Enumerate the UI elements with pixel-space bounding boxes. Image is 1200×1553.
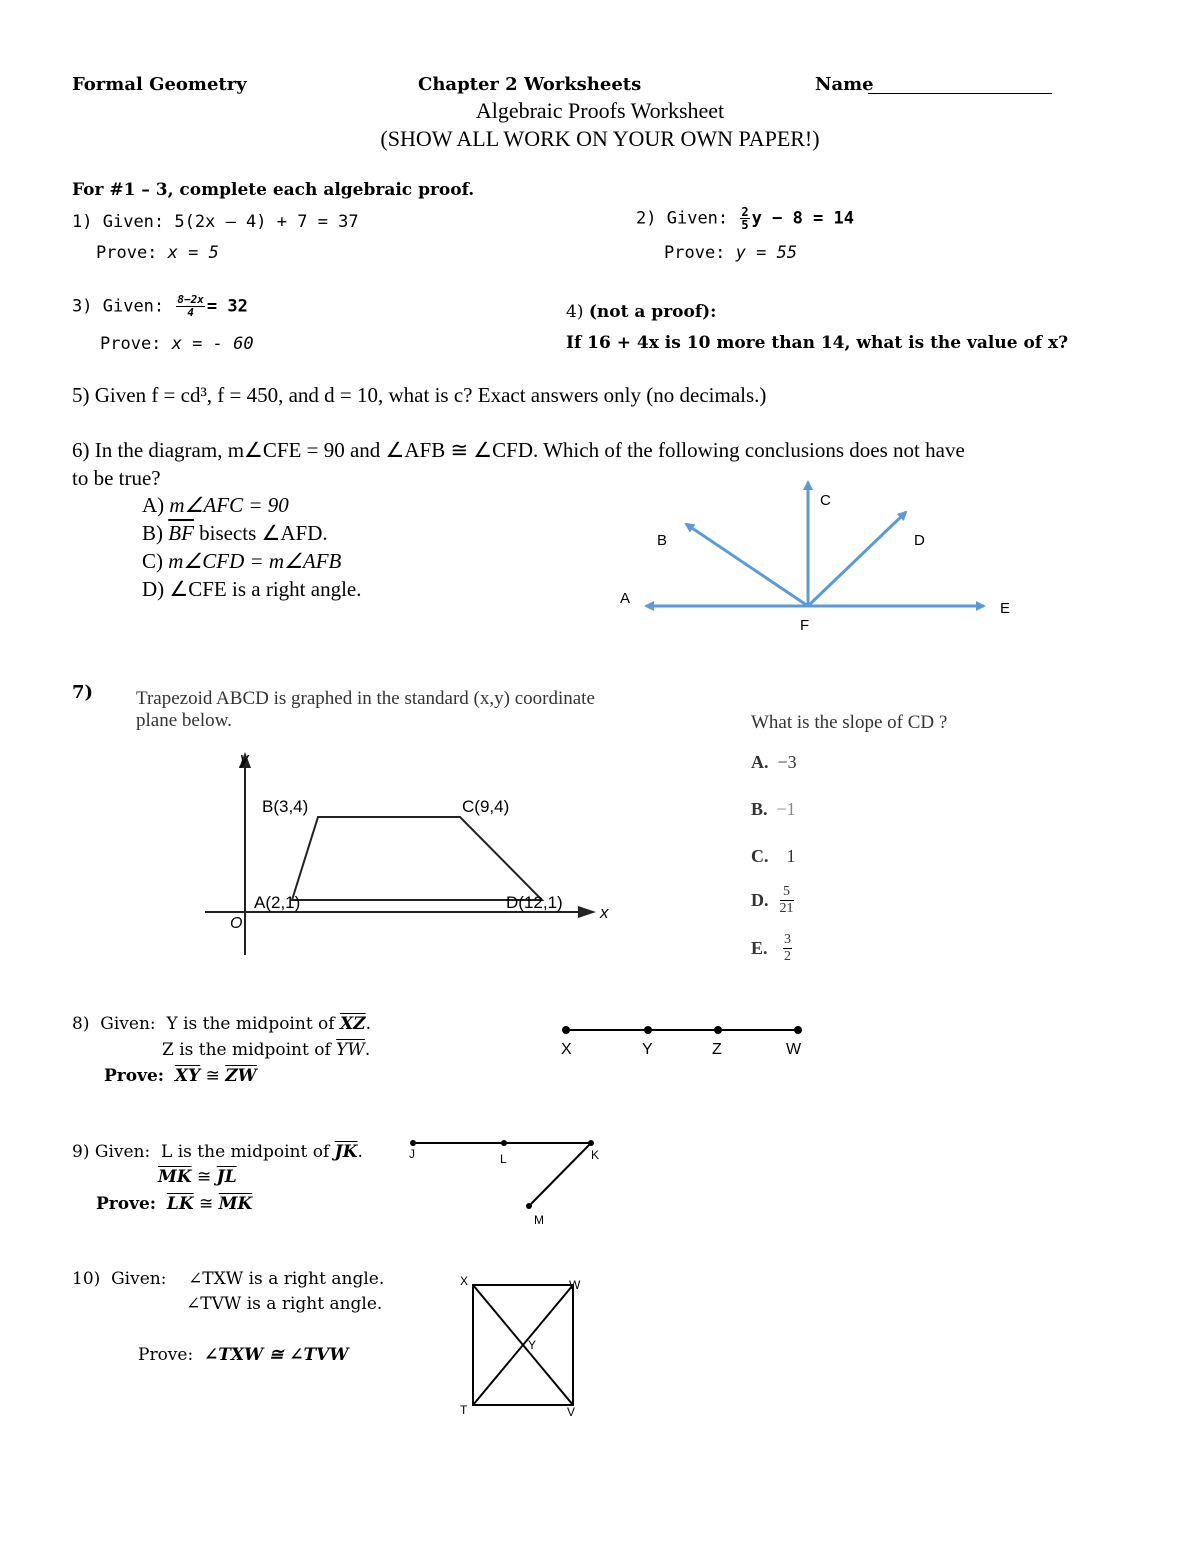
worksheet-subtitle: (SHOW ALL WORK ON YOUR OWN PAPER!) [380,126,820,151]
problem-9-given-1: 9) Given: L is the midpoint of $\overline{JK}$. [72,1142,363,1162]
label-k: K [591,1148,600,1162]
label-x: X [561,1041,572,1058]
x-axis-arrow [578,906,596,918]
point-d-label: D(12,1) [506,893,563,912]
label-w: W [786,1041,802,1058]
instructions: For #1 – 3, complete each algebraic proof. [72,180,475,200]
label-c: C [820,492,831,509]
ray-fd [808,512,906,606]
name-blank-line [868,93,1052,94]
problem-8-given-2: Z is the midpoint of $\overline{YW}$. [162,1040,371,1060]
problem-1-given: 1) Given: 5(2x – 4) + 7 = 37 [72,212,359,232]
problem-6-choice-a: A) m∠AFC = 90 [142,493,289,517]
problem-8-given-1: 8) Given: Y is the midpoint of $\overline{XZ}$. [72,1014,371,1034]
label-f: F [800,617,810,634]
trapezoid-abcd [292,817,542,900]
problem-6-choice-d: D) ∠CFE is a right angle. [142,577,362,601]
problem-7-choice-c: C. 1 [751,846,796,866]
y-axis-label: y [240,749,249,768]
problem-7-prompt-line-1: Trapezoid ABCD is graphed in the standard (x,y) coordinate [136,688,595,709]
problem-9-given-2: $\overline{MK}$ ≅ $\overline{JL}$ [158,1167,237,1187]
problem-3-prove: Prove: x = - 60 [100,334,254,354]
problem-10-given-2: ∠TVW is a right angle. [186,1294,383,1314]
problem-7-number: 7) [72,682,94,703]
segment-jklm-diagram [405,1136,605,1232]
problem-7-choice-b: B. −1 [751,799,796,819]
segment-xyzw-diagram [550,1016,820,1061]
problem-9-prove: Prove: $\overline{LK}$ ≅ $\overline{MK}$ [96,1194,253,1214]
problem-7-choice-d: D. $\frac{5}{21}$ [751,884,794,916]
ray-fb [686,524,808,606]
label-e: E [1000,600,1011,617]
problem-3-given: 3) Given: $\frac{8-2x}{4}$ = 32 [72,293,248,319]
problem-7-choice-e: E. $\frac{3}{2}$ [751,932,792,964]
label-z: Z [712,1041,722,1058]
point-l [501,1140,507,1146]
problem-2-given: 2) Given: $\frac{2}{5}$ y − 8 = 14 [636,205,854,232]
label-m: M [534,1213,544,1227]
trapezoid-graph [200,740,630,960]
course-title: Formal Geometry [72,74,247,95]
problem-7-choice-a: A. −3 [751,752,797,772]
point-c-label: C(9,4) [462,797,510,816]
label-a: A [620,590,631,607]
point-w [794,1026,802,1034]
problem-6-choice-b: B) $\overline{BF}$ bisects ∠AFD. [142,521,328,545]
label-v: V [567,1405,576,1419]
point-k [588,1140,594,1146]
point-b-label: B(3,4) [262,797,309,816]
problem-7-question: What is the slope of CD ? [751,712,948,733]
label-l: L [500,1152,507,1166]
worksheet-title: Algebraic Proofs Worksheet [475,98,725,123]
x-axis-label: x [600,903,609,922]
point-x [562,1026,570,1034]
problem-10-prove: Prove: ∠TXW ≅ ∠TVW [138,1345,349,1365]
angle-rays-diagram [600,470,1020,640]
label-t: T [460,1403,468,1417]
name-label: Name [815,74,874,95]
problem-6-line-2: to be true? [72,466,161,490]
segment-km [529,1143,591,1206]
label-x: X [460,1274,469,1288]
label-w: W [569,1278,581,1292]
label-d: D [914,532,925,549]
origin-label: O [230,915,243,932]
point-y [644,1026,652,1034]
point-m [526,1203,532,1209]
label-b: B [657,532,668,549]
problem-4-label: 4) (not a proof): [566,302,717,322]
problem-7-prompt-line-2: plane below. [136,710,232,731]
label-y: Y [642,1041,653,1058]
problem-2-prove: Prove: y = 55 [664,243,798,263]
point-a-label: A(2,1) [254,893,301,912]
problem-10-given-1: 10) Given: ∠TXW is a right angle. [72,1269,385,1289]
point-z [714,1026,722,1034]
problem-8-prove: Prove: $\overline{XY}$ ≅ $\overline{ZW}$ [104,1066,257,1086]
chapter-title: Chapter 2 Worksheets [418,74,642,95]
problem-5-text: 5) Given f = cd³, f = 450, and d = 10, what is c? Exact answers only (no decimals.) [72,383,767,407]
label-j: J [409,1147,415,1161]
problem-4-text: If 16 + 4x is 10 more than 14, what is the value of x? [566,333,1069,353]
problem-6-line-1: 6) In the diagram, m∠CFE = 90 and ∠AFB ≅ ∠CFD. Which of the following conclusions does not have [72,438,965,462]
point-j [410,1140,416,1146]
problem-6-choice-c: C) m∠CFD = m∠AFB [142,549,342,573]
problem-1-prove: Prove: x = 5 [96,243,219,263]
label-y: Y [528,1338,537,1352]
rectangle-txvw-diagram [455,1270,595,1420]
